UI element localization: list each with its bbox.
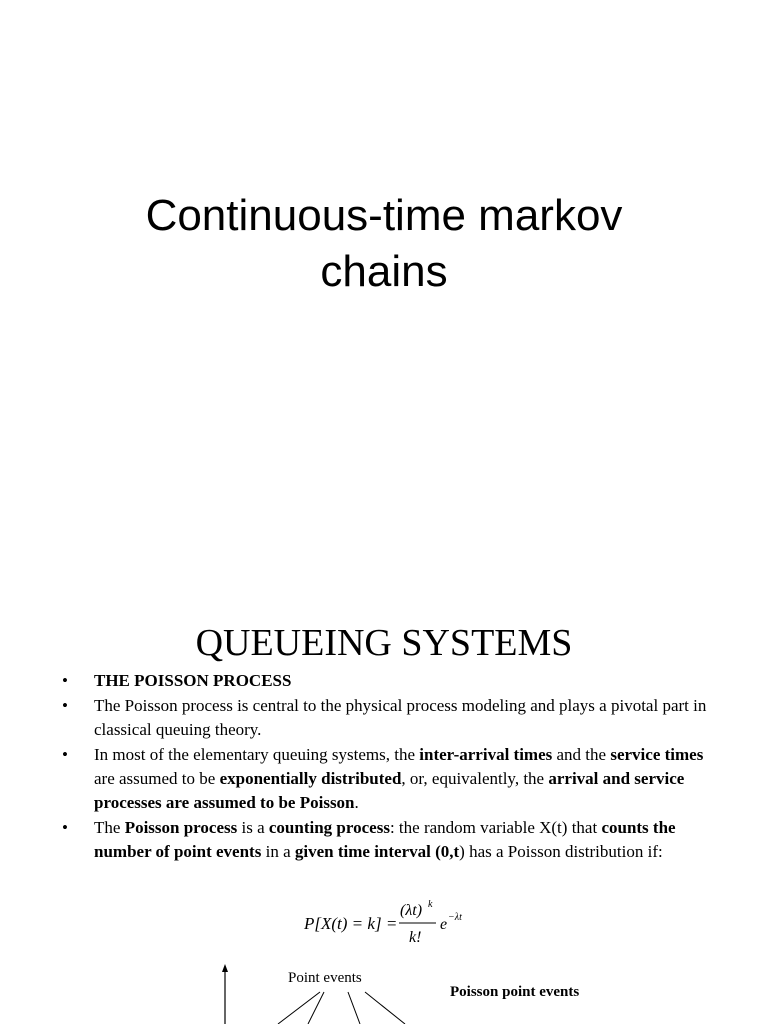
- poisson-formula: [300, 898, 470, 950]
- bullet-text: , or, equivalently, the: [401, 769, 549, 788]
- formula-denominator: k!: [409, 929, 422, 946]
- formula-exp-power: −λt: [448, 912, 462, 923]
- bullet-text: ) has a Poisson distribution if:: [459, 842, 663, 861]
- point-events-label: Point events: [288, 970, 362, 986]
- poisson-point-events-label: Poisson point events: [450, 984, 580, 1000]
- bullet-text: The Poisson process is central to the physical process modeling and plays a pivotal part in classical queuing theory.: [94, 696, 707, 739]
- bullet-text: In most of the elementary queuing systems, the: [94, 745, 420, 764]
- slide1-title: [0, 188, 768, 300]
- event-pointer-line: [365, 992, 405, 1024]
- bullet-text: The: [94, 818, 125, 837]
- bullet-bold-text: given time interval (0,t: [294, 842, 460, 861]
- bullet-bold-text: arrival and service processes are assumed to be Poisson: [94, 769, 685, 812]
- event-pointer-line: [308, 992, 324, 1024]
- bullet-text: are assumed to be: [94, 769, 220, 788]
- bullet-item: [62, 694, 712, 742]
- bullet-bold-text: inter-arrival times: [419, 745, 553, 764]
- bullet-item: [62, 743, 712, 815]
- slide1-title-line1: Continuous-time markov: [145, 191, 623, 240]
- bullet-bold-text: THE POISSON PROCESS: [94, 671, 292, 690]
- formula-exp-base: e: [440, 916, 448, 933]
- bullet-list: [62, 669, 712, 864]
- bullet-bold-text: counting process: [268, 818, 390, 837]
- event-pointer-line: [348, 992, 360, 1024]
- formula-lhs: P[X(t) = k] =: [304, 914, 398, 933]
- bullet-bold-text: service times: [610, 745, 704, 764]
- event-pointer-line: [278, 992, 320, 1024]
- axis-arrow-icon: [222, 964, 228, 972]
- bullet-text: and the: [552, 745, 611, 764]
- bullet-bold-text: exponentially distributed: [219, 769, 402, 788]
- slide2-title: QUEUEING SYSTEMS: [195, 622, 573, 664]
- slide1-title-line2: chains: [320, 247, 448, 296]
- bullet-bold-text: counts the number of point events: [94, 818, 676, 861]
- bullet-text: in a: [261, 842, 295, 861]
- bullet-text: .: [354, 793, 359, 812]
- formula-numerator: (λt): [400, 902, 423, 919]
- bullet-text: is a: [237, 818, 269, 837]
- bullet-item: [62, 669, 712, 693]
- bullet-text: : the random variable X(t) that: [389, 818, 602, 837]
- bullet-bold-text: Poisson process: [124, 818, 238, 837]
- formula-numerator-exp: k: [428, 899, 433, 910]
- bullet-item: [62, 816, 712, 864]
